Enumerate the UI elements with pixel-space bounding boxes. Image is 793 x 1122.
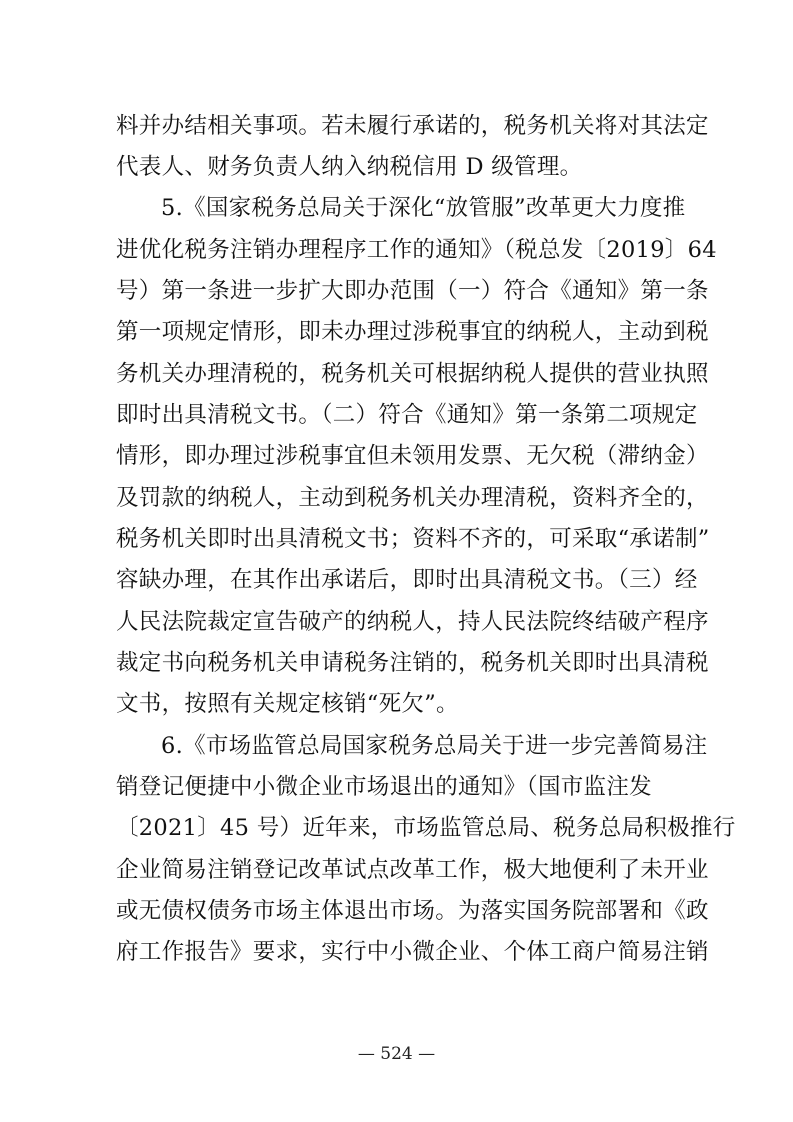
text-line-3: 5.《国家税务总局关于深化“放管服”改革更大力度推 [161,195,686,221]
text-line-20: 或无债权债务市场主体退出市场。为落实国务院部署和《政 [116,898,709,924]
text-line-5: 号）第一条进一步扩大即办范围（一）符合《通知》第一条 [116,278,709,304]
text-line-4: 进优化税务注销办理程序工作的通知》（税总发〔2019〕64 [116,237,717,263]
text-line-13: 人民法院裁定宣告破产的纳税人，持人民法院终结破产程序 [116,609,709,635]
text-line-8: 即时出具清税文书。（二）符合《通知》第一条第二项规定 [116,402,698,428]
text-line-18: 〔2021〕45 号）近年来，市场监管总局、税务总局积极推行 [116,815,736,841]
text-line-15: 文书，按照有关规定核销“死欠”。 [116,691,459,717]
page-number: — 524 — [357,1044,436,1064]
text-line-7: 务机关办理清税的，税务机关可根据纳税人提供的营业执照 [116,361,709,387]
text-line-9: 情形，即办理过涉税事宜但未领用发票、无欠税（滞纳金） [116,443,709,469]
text-line-12: 容缺办理，在其作出承诺后，即时出具清税文书。（三）经 [116,567,698,593]
text-line-10: 及罚款的纳税人，主动到税务机关办理清税，资料齐全的， [116,485,709,511]
text-line-6: 第一项规定情形，即未办理过涉税事宜的纳税人，主动到税 [116,319,709,345]
text-line-2: 代表人、财务负责人纳入纳税信用 D 级管理。 [116,154,583,180]
text-line-1: 料并办结相关事项。若未履行承诺的，税务机关将对其法定 [116,113,709,139]
text-line-21: 府工作报告》要求，实行中小微企业、个体工商户简易注销 [116,939,709,965]
text-line-14: 裁定书向税务机关申请税务注销的，税务机关即时出具清税 [116,650,709,676]
text-line-17: 销登记便捷中小微企业市场退出的通知》（国市监注发 [116,774,652,800]
text-line-19: 企业简易注销登记改革试点改革工作，极大地便利了未开业 [116,857,709,883]
text-line-11: 税务机关即时出具清税文书；资料不齐的，可采取“承诺制” [116,526,710,552]
text-line-16: 6.《市场监管总局国家税务总局关于进一步完善简易注 [161,733,708,759]
